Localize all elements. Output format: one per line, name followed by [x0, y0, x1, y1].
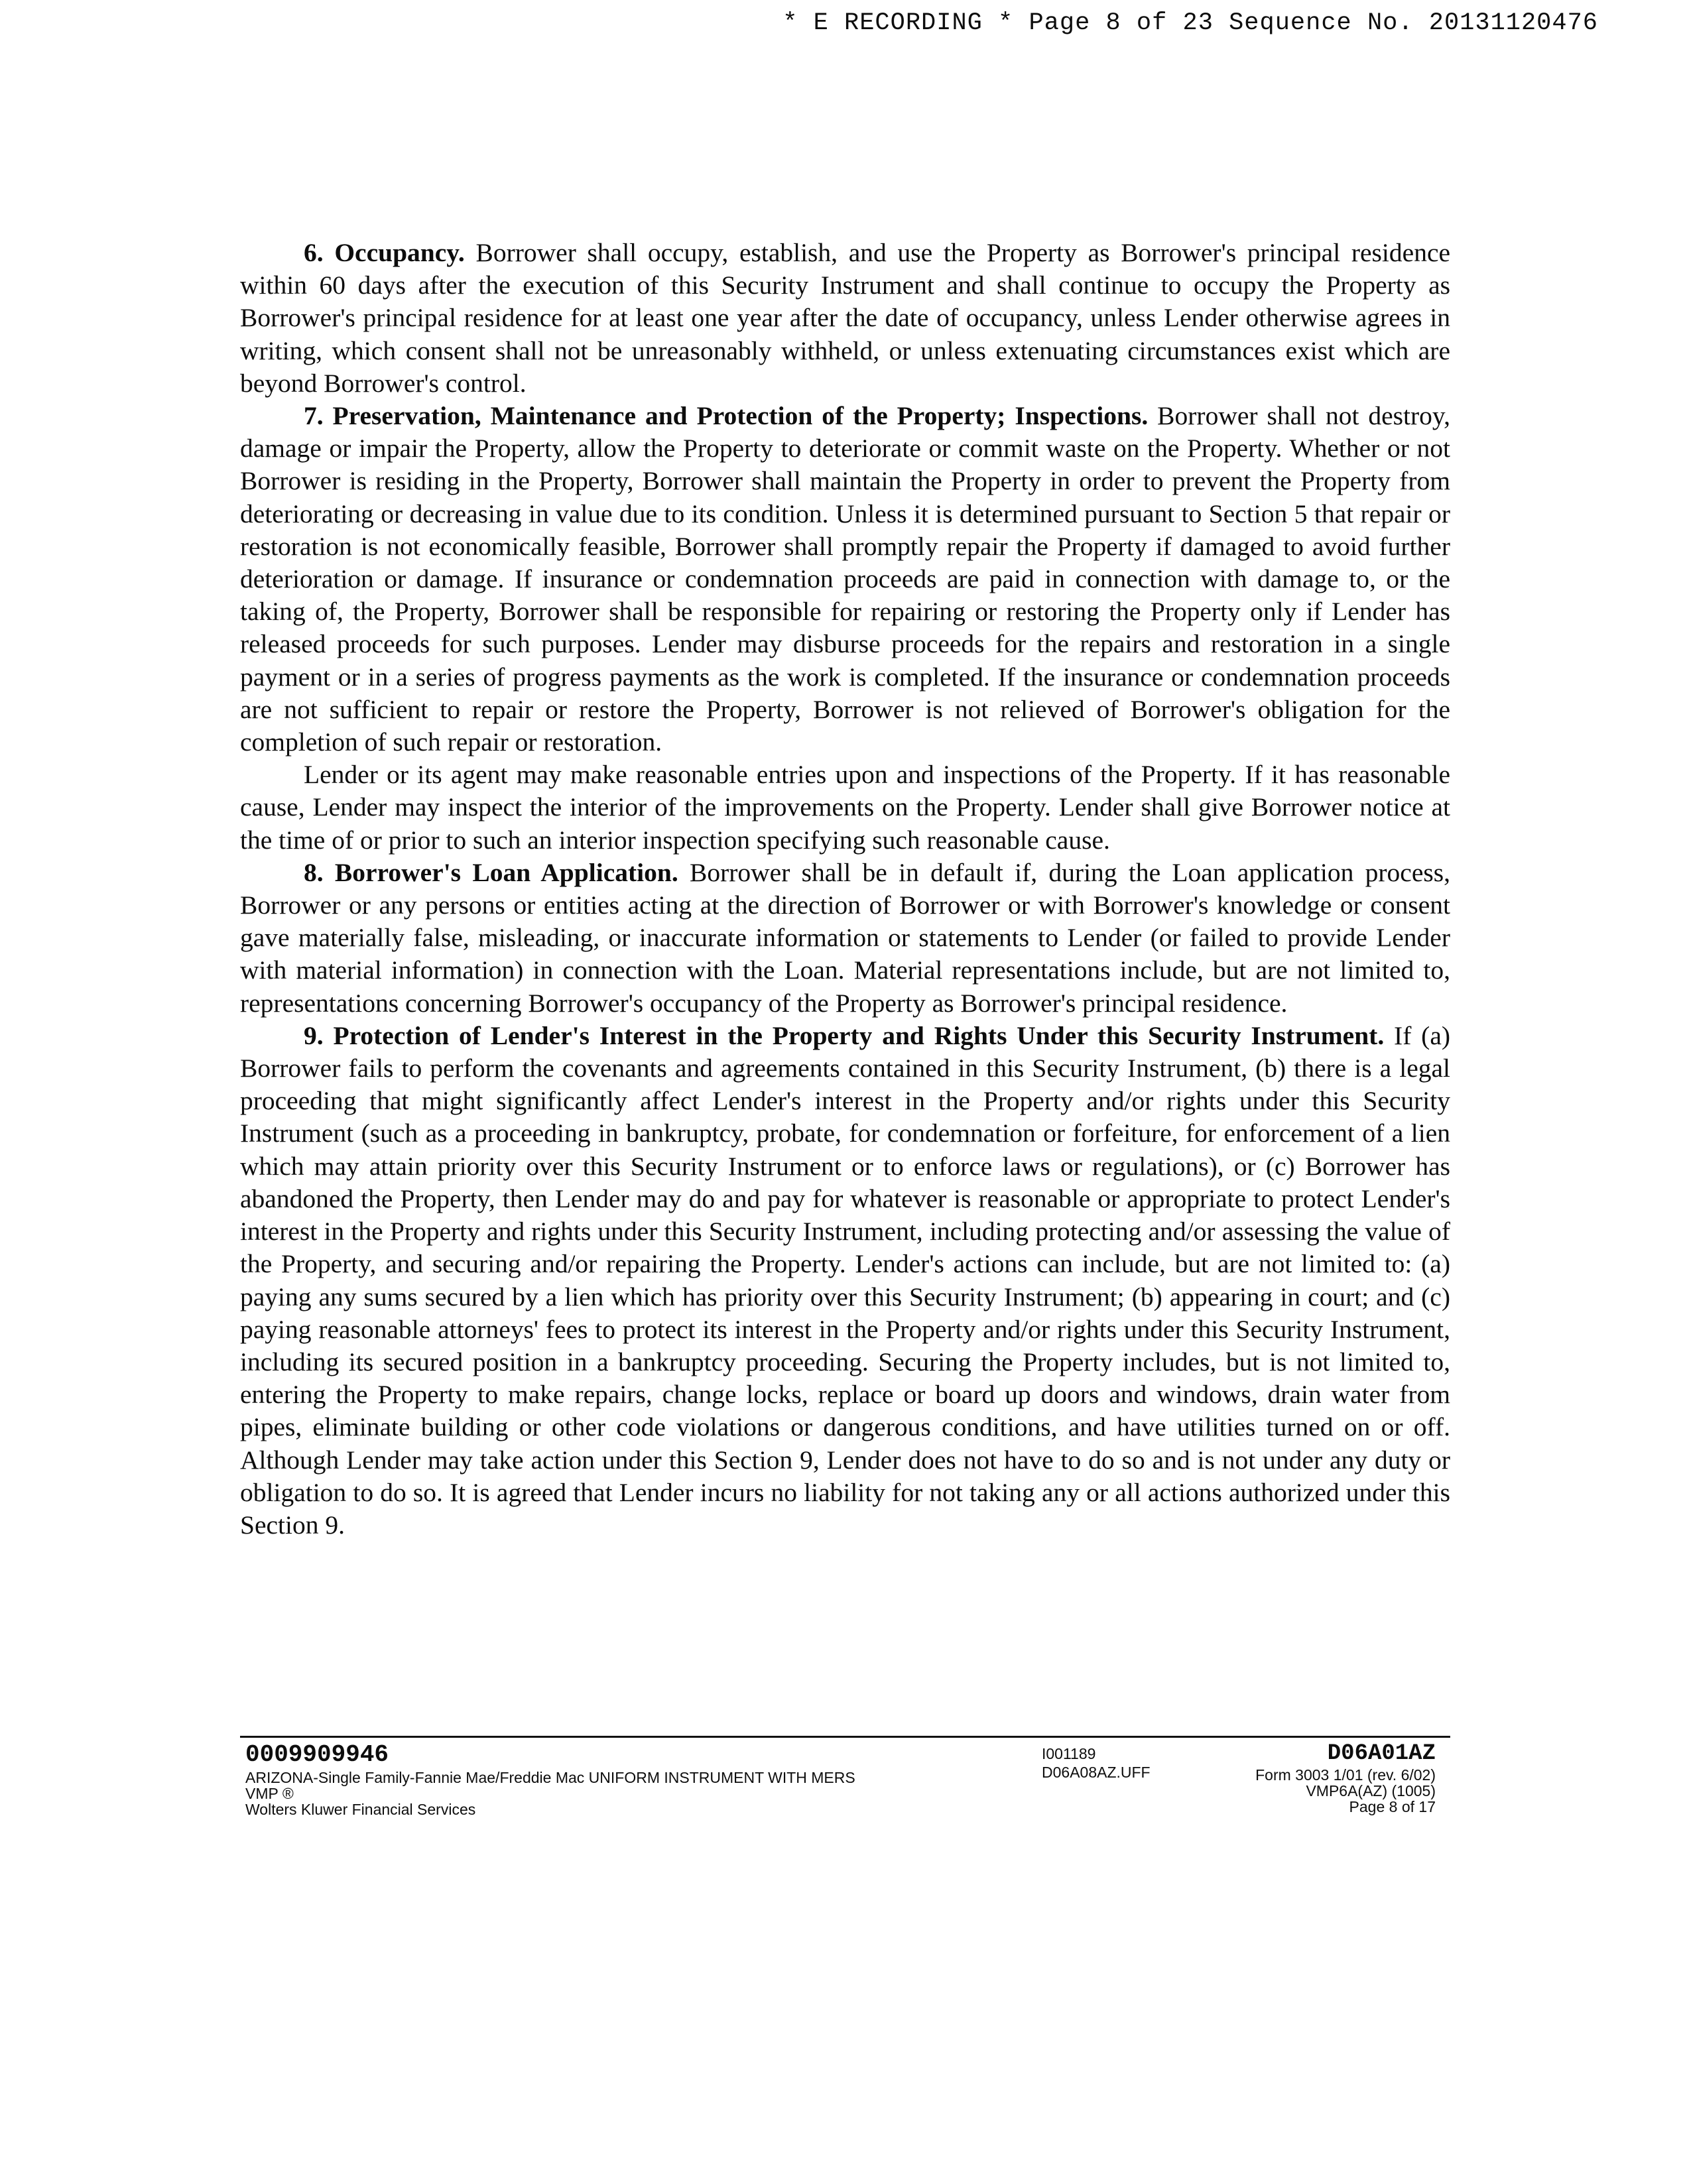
- publisher: Wolters Kluwer Financial Services: [245, 1801, 476, 1818]
- vmp-mark: VMP ®: [245, 1785, 294, 1802]
- section-6-heading: 6. Occupancy.: [304, 238, 465, 267]
- mid-code-1: I001189: [1042, 1745, 1096, 1762]
- section-7-heading: 7. Preservation, Maintenance and Protection of the Property; Inspections.: [304, 401, 1149, 431]
- form-title: ARIZONA-Single Family-Fannie Mae/Freddie Mac UNIFORM INSTRUMENT WITH MERS: [245, 1769, 855, 1786]
- doc-code: D06A01AZ: [1327, 1741, 1436, 1766]
- section-7-text: Borrower shall not destroy, damage or impair the Property, allow the Property to deteriorate or commit waste on the Property. Whether or not Borrower is residing in the Property, Borrower shall maintain the Property in order to prevent the Property from deteriorating or decreasing in value due to its condition. Unless it is determined pursuant to Section 5 that repair or restoration is not economically feasible, Borrower shall promptly repair the Property if damaged to avoid further deterioration or damage. If insurance or condemnation proceeds are paid in connection with damage to, or the taking of, the Property, Borrower shall be responsible for repairing or restoring the Property only if Lender has released proceeds for such purposes. Lender may disburse proceeds for the repairs and restoration in a single payment or in a series of progress payments as the work is completed. If the insurance or condemnation proceeds are not sufficient to repair or restore the Property, Borrower is not relieved of Borrower's obligation for the completion of such repair or restoration.: [240, 401, 1450, 757]
- section-8: [240, 857, 1450, 1020]
- form-footer: [240, 1736, 1450, 1824]
- vmp-code: VMP6A(AZ) (1005): [1306, 1782, 1436, 1799]
- section-8-heading: 8. Borrower's Loan Application.: [304, 857, 678, 887]
- loan-number: 0009909946: [245, 1741, 389, 1768]
- form-number: Form 3003 1/01 (rev. 6/02): [1255, 1766, 1436, 1784]
- section-9-text: If (a) Borrower fails to perform the covenants and agreements contained in this Security Instrument, (b) there is a legal proceeding that might significantly affect Lender's interest in the Property and/or rights under this Security Instrument (such as a proceeding in bankruptcy, probate, for condemnation or forfeiture, for enforcement of a lien which may attain priority over this Security Instrument or to enforce laws or regulations), or (c) Borrower has abandoned the Property, then Lender may do and pay for whatever is reasonable or appropriate to protect Lender's interest in the Property and rights under this Security Instrument, including protecting and/or assessing the value of the Property, and securing and/or repairing the Property. Lender's actions can include, but are not limited to: (a) paying any sums secured by a lien which has priority over this Security Instrument; (b) appearing in court; and (c) paying reasonable attorneys' fees to protect its interest in the Property and/or rights under this Security Instrument, including its secured position in a bankruptcy proceeding. Securing the Property includes, but is not limited to, entering the Property to make repairs, change locks, replace or board up doors and windows, drain water from pipes, eliminate building or other code violations or dangerous conditions, and have utilities turned on or off. Although Lender may take action under this Section 9, Lender does not have to do so and is not under any duty or obligation to do so. It is agreed that Lender incurs no liability for not taking any or all actions authorized under this Section 9.: [240, 1020, 1451, 1540]
- footer-middle: [1042, 1746, 1151, 1780]
- section-8-text: Borrower shall be in default if, during the Loan application process, Borrower or any persons or entities acting at the direction of Borrower or with Borrower's knowledge or consent gave materially false, misleading, or inaccurate information or statements to Lender (or failed to provide Lender with material information) in connection with the Loan. Material representations include, but are not limited to, representations concerning Borrower's occupancy of the Property as Borrower's principal residence.: [240, 857, 1450, 1018]
- section-9-heading: 9. Protection of Lender's Interest in the Property and Rights Under this Security Instrument.: [304, 1020, 1385, 1050]
- section-6-text: Borrower shall occupy, establish, and use the Property as Borrower's principal residence within 60 days after the execution of this Security Instrument and shall continue to occupy the Property as Borrower's principal residence for at least one year after the date of occupancy, unless Lender otherwise agrees in writing, which consent shall not be unreasonably withheld, or unless extenuating circumstances exist which are beyond Borrower's control.: [240, 238, 1451, 398]
- footer-right: [1255, 1742, 1436, 1815]
- section-7: [240, 400, 1450, 758]
- mid-code-2: D06A08AZ.UFF: [1042, 1764, 1151, 1781]
- footer-left: [245, 1743, 855, 1817]
- document-body: [240, 237, 1450, 1542]
- section-9: [240, 1020, 1450, 1542]
- section-7-inspections: Lender or its agent may make reasonable entries upon and inspections of the Property. If it has reasonable cause, Lender may inspect the interior of the improvements on the Property. Lender shall give Borrower notice at the time of or prior to such an interior inspection specifying such reasonable cause.: [240, 760, 1450, 855]
- page-number: Page 8 of 17: [1349, 1798, 1436, 1815]
- section-6: [240, 237, 1450, 400]
- recording-header: * E RECORDING * Page 8 of 23 Sequence No. 20131120476: [782, 9, 1598, 37]
